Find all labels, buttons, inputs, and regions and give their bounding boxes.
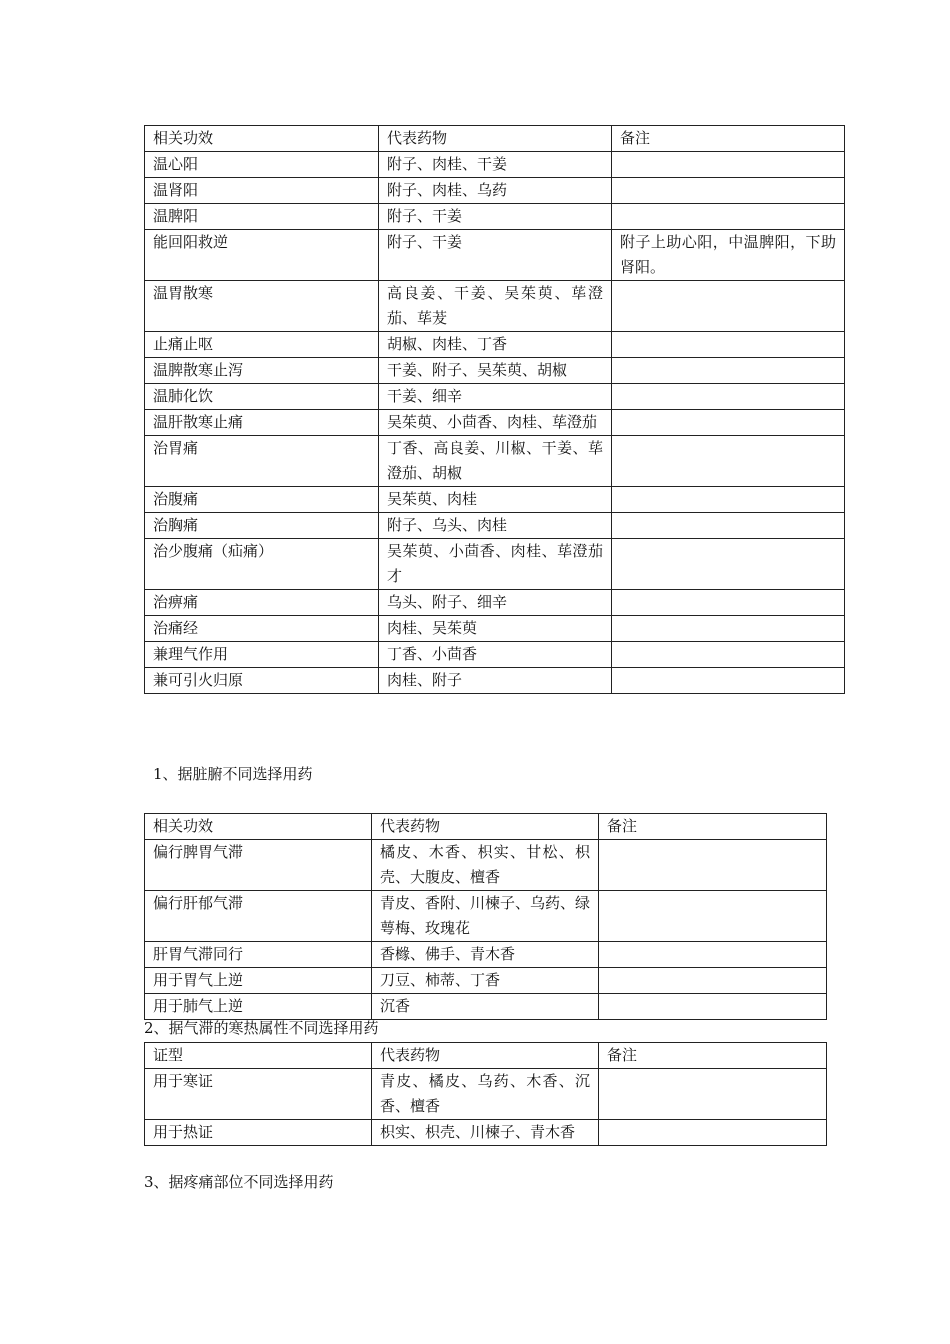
effect-cell: 治胸痛: [145, 513, 379, 539]
column-header: 相关功效: [145, 814, 372, 840]
table-row: [145, 1069, 827, 1120]
notes-cell: [612, 590, 845, 616]
column-header: 代表药物: [372, 814, 599, 840]
effect-cell: 治痹痛: [145, 590, 379, 616]
notes-cell: [612, 281, 845, 332]
table-row: [145, 281, 845, 332]
table-row: [145, 358, 845, 384]
table-row: [145, 487, 845, 513]
herbs-cell: 附子、干姜: [379, 204, 612, 230]
notes-cell: [599, 1069, 827, 1120]
herbs-cell: 刀豆、柿蒂、丁香: [372, 968, 599, 994]
effect-cell: 温脾散寒止泻: [145, 358, 379, 384]
effect-cell: 温心阳: [145, 152, 379, 178]
section-title-by-cold-heat: 2、据气滞的寒热属性不同选择用药: [144, 1019, 379, 1037]
table-row: [145, 384, 845, 410]
effect-cell: 用于胃气上逆: [145, 968, 372, 994]
effect-cell: 用于肺气上逆: [145, 994, 372, 1020]
herbs-cell: 吴茱萸、小茴香、肉桂、荜澄茄才: [379, 539, 612, 590]
effect-cell: 用于寒证: [145, 1069, 372, 1120]
table-header-row: [145, 126, 845, 152]
section-title-by-organ: 1、据脏腑不同选择用药: [153, 765, 313, 783]
herbs-cell: 沉香: [372, 994, 599, 1020]
effect-cell: 温肝散寒止痛: [145, 410, 379, 436]
notes-cell: [599, 942, 827, 968]
column-header: 相关功效: [145, 126, 379, 152]
notes-cell: [612, 410, 845, 436]
notes-cell: [599, 1120, 827, 1146]
herbs-cell: 附子、干姜: [379, 230, 612, 281]
herbs-cell: 枳实、枳壳、川楝子、青木香: [372, 1120, 599, 1146]
notes-cell: [612, 436, 845, 487]
table-row: [145, 436, 845, 487]
notes-cell: [612, 204, 845, 230]
notes-cell: [612, 642, 845, 668]
table-row: [145, 891, 827, 942]
effect-cell: 兼可引火归原: [145, 668, 379, 694]
column-header: 备注: [599, 814, 827, 840]
section-title-by-pain-location: 3、据疼痛部位不同选择用药: [144, 1173, 334, 1191]
herbs-cell: 橘皮、木香、枳实、甘松、枳壳、大腹皮、檀香: [372, 840, 599, 891]
herbs-cell: 丁香、小茴香: [379, 642, 612, 668]
effect-cell: 治胃痛: [145, 436, 379, 487]
herbs-cell: 胡椒、肉桂、丁香: [379, 332, 612, 358]
table-row: [145, 590, 845, 616]
herbs-cell: 青皮、香附、川楝子、乌药、绿萼梅、玫瑰花: [372, 891, 599, 942]
warming-herbs-table: [144, 125, 845, 694]
table-row: [145, 942, 827, 968]
table-row: [145, 642, 845, 668]
notes-cell: [599, 994, 827, 1020]
table-row: [145, 332, 845, 358]
effect-cell: 能回阳救逆: [145, 230, 379, 281]
column-header: 代表药物: [372, 1043, 599, 1069]
effect-cell: 偏行肝郁气滞: [145, 891, 372, 942]
notes-cell: [599, 840, 827, 891]
notes-cell: [612, 668, 845, 694]
table-row: [145, 840, 827, 891]
notes-cell: [612, 358, 845, 384]
column-header: 备注: [612, 126, 845, 152]
table-row: [145, 178, 845, 204]
table-row: [145, 668, 845, 694]
notes-cell: [612, 487, 845, 513]
notes-cell: [612, 178, 845, 204]
table-row: [145, 539, 845, 590]
herbs-cell: 肉桂、附子: [379, 668, 612, 694]
effect-cell: 偏行脾胃气滞: [145, 840, 372, 891]
column-header: 证型: [145, 1043, 372, 1069]
effect-cell: 温脾阳: [145, 204, 379, 230]
table-row: [145, 230, 845, 281]
notes-cell: [612, 332, 845, 358]
herbs-cell: 丁香、高良姜、川椒、干姜、荜澄茄、胡椒: [379, 436, 612, 487]
herbs-cell: 吴茱萸、小茴香、肉桂、荜澄茄: [379, 410, 612, 436]
herbs-cell: 青皮、橘皮、乌药、木香、沉香、檀香: [372, 1069, 599, 1120]
notes-cell: 附子上助心阳，中温脾阳，下助肾阳。: [612, 230, 845, 281]
table-row: [145, 968, 827, 994]
table-row: [145, 204, 845, 230]
effect-cell: 治少腹痛（疝痛）: [145, 539, 379, 590]
notes-cell: [599, 968, 827, 994]
table-row: [145, 616, 845, 642]
effect-cell: 用于热证: [145, 1120, 372, 1146]
notes-cell: [612, 384, 845, 410]
herbs-cell: 附子、肉桂、乌药: [379, 178, 612, 204]
effect-cell: 肝胃气滞同行: [145, 942, 372, 968]
table-row: [145, 152, 845, 178]
notes-cell: [612, 513, 845, 539]
notes-cell: [612, 539, 845, 590]
notes-cell: [612, 152, 845, 178]
table-header-row: [145, 814, 827, 840]
herbs-cell: 肉桂、吴茱萸: [379, 616, 612, 642]
effect-cell: 止痛止呕: [145, 332, 379, 358]
table-row: [145, 513, 845, 539]
effect-cell: 温胃散寒: [145, 281, 379, 332]
qi-stagnation-organ-table: [144, 813, 827, 1020]
effect-cell: 温肺化饮: [145, 384, 379, 410]
effect-cell: 温肾阳: [145, 178, 379, 204]
column-header: 备注: [599, 1043, 827, 1069]
table-row: [145, 410, 845, 436]
herbs-cell: 干姜、附子、吴茱萸、胡椒: [379, 358, 612, 384]
notes-cell: [599, 891, 827, 942]
herbs-cell: 干姜、细辛: [379, 384, 612, 410]
effect-cell: 治腹痛: [145, 487, 379, 513]
qi-stagnation-cold-heat-table: [144, 1042, 827, 1146]
table-header-row: [145, 1043, 827, 1069]
table-row: [145, 1120, 827, 1146]
herbs-cell: 附子、肉桂、干姜: [379, 152, 612, 178]
herbs-cell: 附子、乌头、肉桂: [379, 513, 612, 539]
effect-cell: 治痛经: [145, 616, 379, 642]
herbs-cell: 高良姜、干姜、吴茱萸、荜澄茄、荜茇: [379, 281, 612, 332]
herbs-cell: 香橼、佛手、青木香: [372, 942, 599, 968]
notes-cell: [612, 616, 845, 642]
effect-cell: 兼理气作用: [145, 642, 379, 668]
herbs-cell: 吴茱萸、肉桂: [379, 487, 612, 513]
column-header: 代表药物: [379, 126, 612, 152]
herbs-cell: 乌头、附子、细辛: [379, 590, 612, 616]
